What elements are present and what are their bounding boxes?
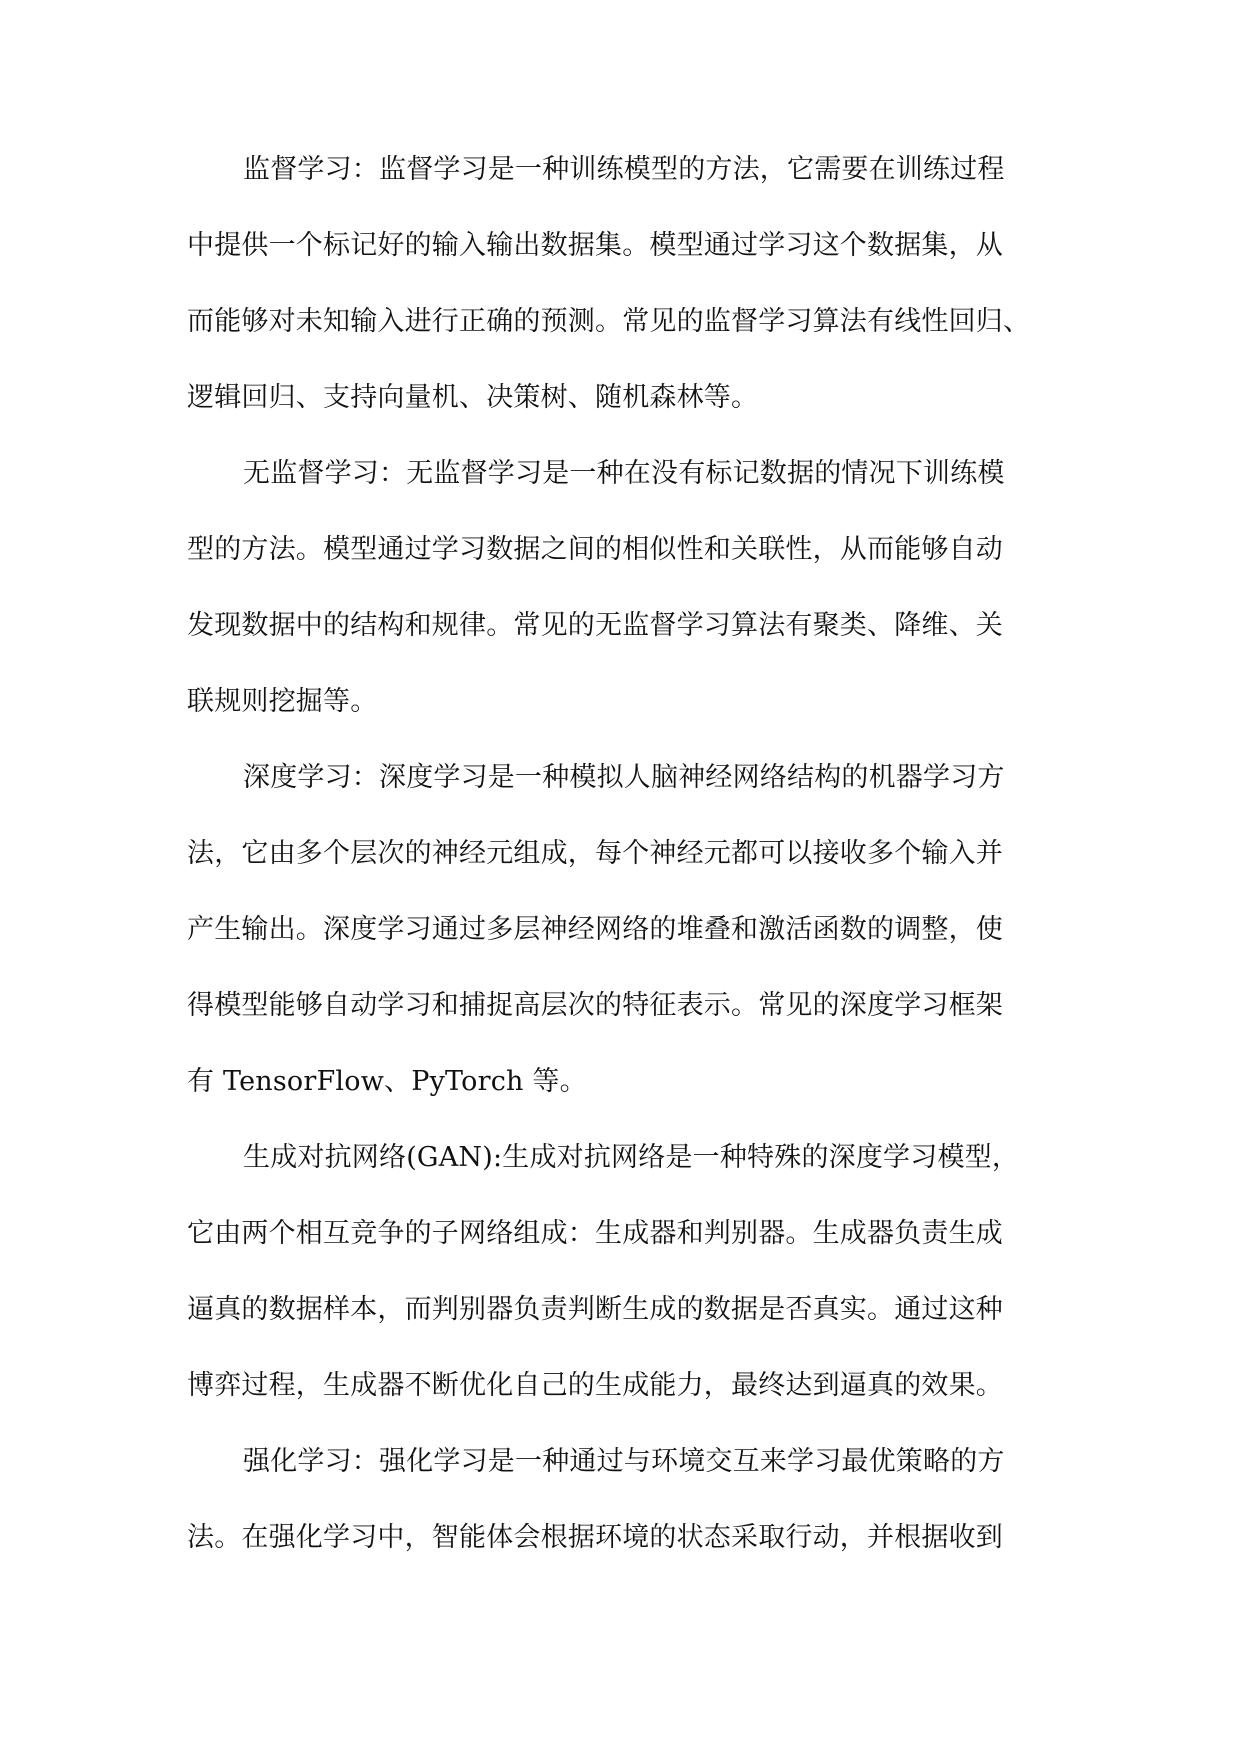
reinforcement-learning-line-1: 强化学习：强化学习是一种通过与环境交互来学习最优策略的方: [243, 1446, 1005, 1477]
reinforcement-learning-line-2: 法。在强化学习中，智能体会根据环境的状态采取行动，并根据收到: [187, 1522, 1003, 1553]
deep-learning-line-3: 产生输出。深度学习通过多层神经网络的堆叠和激活函数的调整，使: [187, 914, 1003, 945]
supervised-learning-line-1: 监督学习：监督学习是一种训练模型的方法，它需要在训练过程: [243, 154, 1005, 185]
gan-line-1: 生成对抗网络(GAN):生成对抗网络是一种特殊的深度学习模型，: [243, 1142, 1020, 1173]
unsupervised-learning-line-1: 无监督学习：无监督学习是一种在没有标记数据的情况下训练模: [243, 458, 1005, 489]
unsupervised-learning-line-4: 联规则挖掘等。: [187, 686, 378, 717]
gan-line-3: 逼真的数据样本，而判别器负责判断生成的数据是否真实。通过这种: [187, 1294, 1003, 1325]
deep-learning-line-5: 有 TensorFlow、PyTorch 等。: [187, 1066, 587, 1097]
deep-learning-line-4: 得模型能够自动学习和捕捉高层次的特征表示。常见的深度学习框架: [187, 990, 1003, 1021]
unsupervised-learning-line-2: 型的方法。模型通过学习数据之间的相似性和关联性，从而能够自动: [187, 534, 1003, 565]
supervised-learning-line-3: 而能够对未知输入进行正确的预测。常见的监督学习算法有线性回归、: [187, 306, 1031, 337]
unsupervised-learning-line-3: 发现数据中的结构和规律。常见的无监督学习算法有聚类、降维、关: [187, 610, 1003, 641]
gan-line-2: 它由两个相互竞争的子网络组成：生成器和判别器。生成器负责生成: [187, 1218, 1003, 1249]
gan-line-4: 博弈过程，生成器不断优化自己的生成能力，最终达到逼真的效果。: [187, 1370, 1003, 1401]
deep-learning-line-1: 深度学习：深度学习是一种模拟人脑神经网络结构的机器学习方: [243, 762, 1005, 793]
supervised-learning-line-2: 中提供一个标记好的输入输出数据集。模型通过学习这个数据集，从: [187, 230, 1003, 261]
deep-learning-line-2: 法，它由多个层次的神经元组成，每个神经元都可以接收多个输入并: [187, 838, 1003, 869]
supervised-learning-line-4: 逻辑回归、支持向量机、决策树、随机森林等。: [187, 382, 759, 413]
